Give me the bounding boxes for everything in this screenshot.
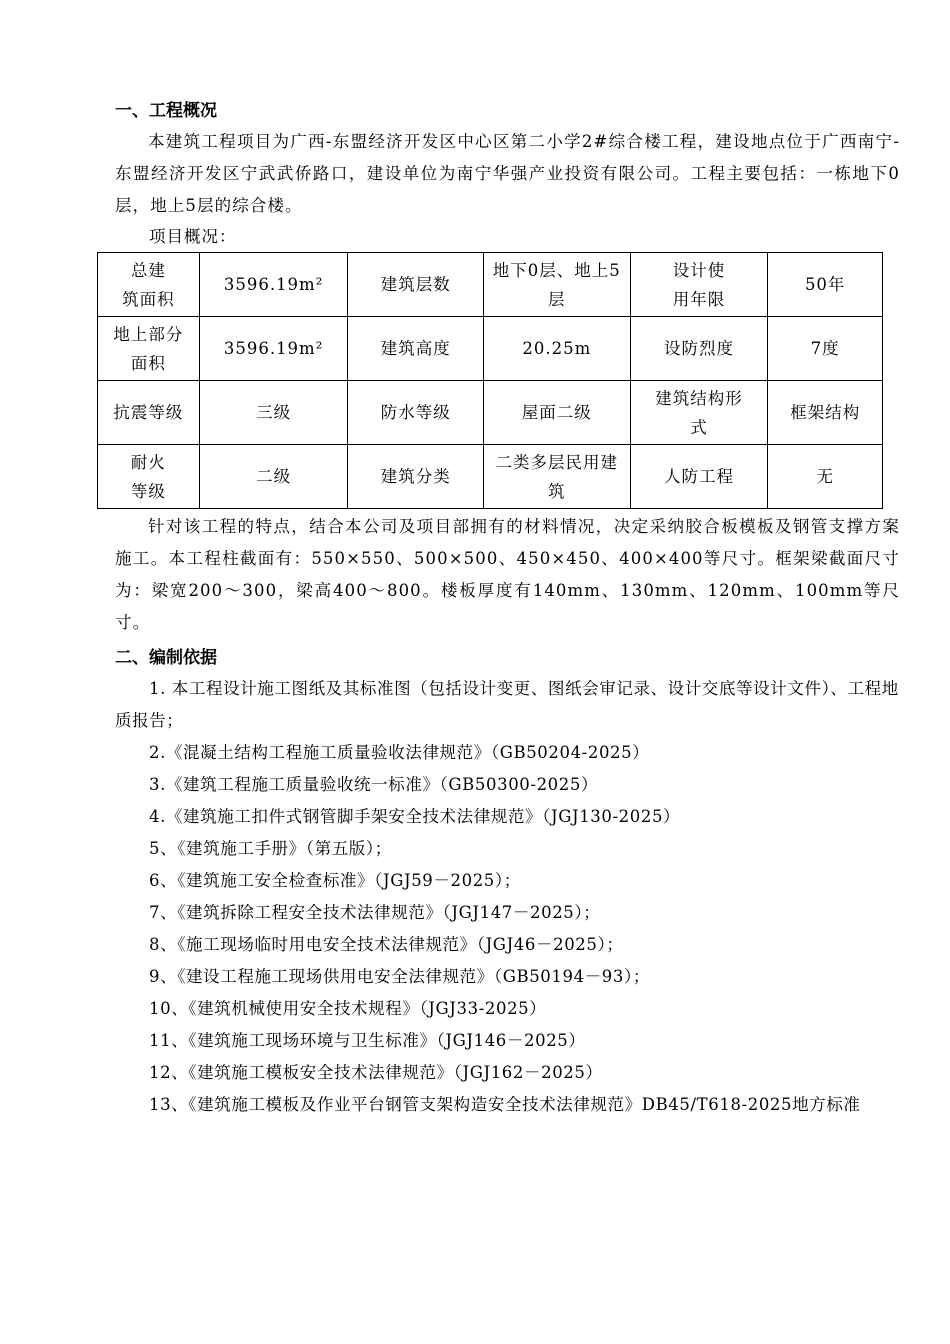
table-cell: 三级 [199,381,348,445]
table-row [98,253,883,317]
table-label: 项目概况： [149,227,237,246]
table-cell: 地上部分 面积 [98,317,200,381]
reference-item: 1. 本工程设计施工图纸及其标准图（包括设计变更、图纸会审记录、设计交底等设计文件）、工程地质报告； [115,679,899,730]
table-cell: 人防工程 [630,445,768,509]
table-cell: 无 [768,445,883,509]
reference-list [115,673,900,1121]
table-cell: 抗震等级 [98,381,200,445]
reference-item: 7、《建筑拆除工程安全技术法律规范》（JGJ147－2025）； [149,903,601,922]
table-cell: 地下0层、地上5层 [484,253,630,317]
table-cell: 总建 筑面积 [98,253,200,317]
reference-item: 8、《施工现场临时用电安全技术法律规范》（JGJ46－2025）； [149,935,624,954]
table-cell: 3596.19m² [199,253,348,317]
table-cell: 设防烈度 [630,317,768,381]
reference-item: 2.《混凝土结构工程施工质量验收法律规范》（GB50204-2025） [149,743,650,762]
table-cell: 建筑层数 [348,253,484,317]
table-cell: 3596.19m² [199,317,348,381]
reference-item: 11、《建筑施工现场环境与卫生标准》（JGJ146－2025） [149,1031,586,1050]
table-cell: 防水等级 [348,381,484,445]
table-cell: 设计使 用年限 [630,253,768,317]
project-intro-paragraph: 本建筑工程项目为广西-东盟经济开发区中心区第二小学2#综合楼工程，建设地点位于广西南宁-东盟经济开发区宁武武侨路口，建设单位为南宁华强产业投资有限公司。工程主要包括：一栋地下0层，地上5层的综合楼。 [115,132,900,215]
reference-item: 9、《建设工程施工现场供用电安全法律规范》（GB50194－93）； [149,967,650,986]
reference-item: 12、《建筑施工模板安全技术法律规范》（JGJ162－2025） [149,1063,603,1082]
table-cell: 建筑高度 [348,317,484,381]
reference-item: 10、《建筑机械使用安全技术规程》（JGJ33-2025） [149,999,547,1018]
construction-description-paragraph: 针对该工程的特点，结合本公司及项目部拥有的材料情况，决定采纳胶合板模板及钢管支撑方案施工。本工程柱截面有：550×550、500×500、450×450、400×400等尺寸。框架梁截面尺寸为：梁宽200～300，梁高400～800。楼板厚度有140mm、130mm、120mm、100mm等尺寸。 [115,517,900,632]
reference-item: 3.《建筑工程施工质量验收统一标准》（GB50300-2025） [149,775,599,794]
table-cell: 屋面二级 [484,381,630,445]
table-cell: 建筑分类 [348,445,484,509]
reference-item: 6、《建筑施工安全检查标准》（JGJ59－2025）； [149,871,521,890]
table-cell: 20.25m [484,317,630,381]
document-content [115,96,900,1121]
table-row [98,317,883,381]
table-cell: 二类多层民用建筑 [484,445,630,509]
table-cell: 二级 [199,445,348,509]
table-cell: 框架结构 [768,381,883,445]
table-cell: 建筑结构形 式 [630,381,768,445]
reference-item: 4.《建筑施工扣件式钢管脚手架安全技术法律规范》（JGJ130-2025） [149,807,681,826]
table-cell: 7度 [768,317,883,381]
table-cell: 耐火 等级 [98,445,200,509]
table-row [98,445,883,509]
table-cell: 50年 [768,253,883,317]
reference-item: 13、《建筑施工模板及作业平台钢管支架构造安全技术法律规范》DB45/T618-2025地方标准 [149,1095,861,1114]
table-row [98,381,883,445]
section1-heading: 一、工程概况 [115,101,217,121]
section2-heading: 二、编制依据 [115,648,217,668]
reference-item: 5、《建筑施工手册》（第五版）； [149,839,392,858]
project-overview-table [97,252,883,509]
